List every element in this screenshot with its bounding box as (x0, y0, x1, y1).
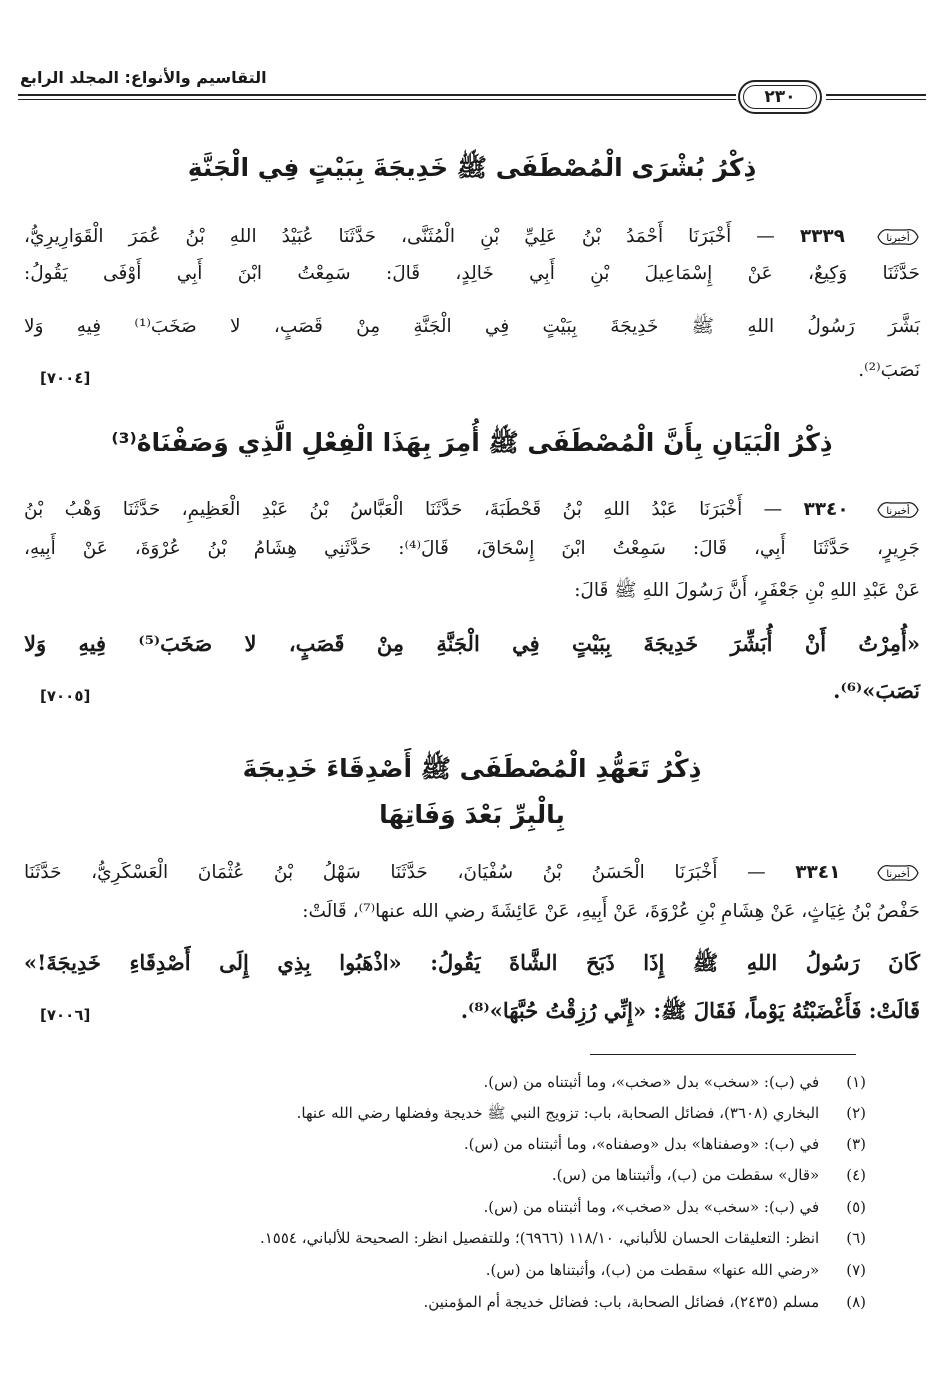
footnote-text: «قال» سقطت من (ب)، وأثبتناها من (س). (551, 1166, 820, 1184)
section-title: ذِكْرُ تَعَهُّدِ الْمُصْطَفَى ﷺ أَصْدِقَاءَ خَدِيجَةَ (242, 754, 702, 783)
header-rule (826, 99, 926, 100)
hadith-line: بَشَّرَ رَسُولُ اللهِ ﷺ خَدِيجَةَ بِبَيْتٍ فِي الْجَنَّةِ مِنْ قَصَبٍ، لا صَخَبَ⁽¹⁾ فِيهِ وَلا (24, 316, 920, 337)
hadith-line: عَنْ عَبْدِ اللهِ بْنِ جَعْفَرٍ، أَنَّ رَسُولَ اللهِ ﷺ قَالَ: (574, 580, 920, 601)
hadith-reference: [٧٠٠٤] (40, 369, 91, 387)
footnote-separator (590, 1054, 856, 1055)
footnote-number: (٧) (846, 1261, 866, 1279)
running-title: التقاسيم والأنواع: المجلد الرابع (20, 68, 267, 87)
footnote-text: انظر: التعليقات الحسان للألباني، ١١٨/١٠ (٦٩٦٦)؛ وللتفصيل انظر: الصحيحة للألباني، ١٥٥٤. (259, 1229, 820, 1247)
footnote (40, 1104, 866, 1126)
header-rule (18, 94, 736, 96)
footnote-number: (٨) (846, 1293, 866, 1311)
hadith-line (24, 226, 920, 248)
hadith-matn-line: قَالَتْ: فَأَغْضَبْتُهُ يَوْماً، فَقَالَ ﷺ: «إِنِّي رُزِقْتُ حُبَّهَا»⁽⁸⁾. (460, 998, 920, 1023)
page-number: ٢٣٠ (764, 87, 796, 107)
footnote-number: (١) (846, 1073, 866, 1091)
svg-text:أخبرنا: أخبرنا (886, 506, 910, 517)
hadith-reference: [٧٠٠٥] (40, 687, 91, 705)
hadith-matn-line: «أُمِرْتُ أَنْ أُبَشِّرَ خَدِيجَةَ بِبَيْتٍ فِي الْجَنَّةِ مِنْ قَصَبٍ، لا صَخَبَ⁽⁵⁾ فِيهِ وَلا (24, 631, 920, 656)
footnote-number: (٢) (846, 1104, 866, 1122)
akhbarana-badge-icon (876, 226, 920, 248)
hadith-number: ٣٣٣٩ (799, 226, 845, 247)
hadith-text: — أَخْبَرَنَا عَبْدُ اللهِ بْنُ قَحْطَبَةَ، حَدَّثَنَا الْعَبَّاسُ بْنُ عَبْدِ الْعَظِيمِ، حَدَّثَنَا وَهْبُ بْنُ (24, 499, 783, 520)
footnote-text: في (ب): «وصفناها» بدل «وصفناه»، وما أثبتناه من (س). (463, 1135, 820, 1153)
footnote (40, 1073, 866, 1091)
footnote (40, 1261, 866, 1279)
hadith-line (24, 499, 920, 521)
hadith-line: نَصَبَ⁽²⁾. (858, 360, 920, 381)
footnote-number: (٥) (846, 1198, 866, 1216)
section-title-line2: بِالْبِرِّ بَعْدَ وَفَاتِهَا (379, 800, 565, 829)
footnote-number: (٦) (846, 1229, 866, 1247)
header-rule (18, 99, 736, 100)
hadith-line (24, 862, 920, 884)
footnote-number: (٣) (846, 1135, 866, 1153)
section-title: ذِكْرُ الْبَيَانِ بِأَنَّ الْمُصْطَفَى ﷺ أُمِرَ بِهَذَا الْفِعْلِ الَّذِي وَصَفْنَاهُ⁽³⁾ (111, 428, 833, 457)
header-rule (826, 94, 926, 96)
akhbarana-badge-icon (876, 862, 920, 884)
hadith-line: جَرِيرٍ، حَدَّثَنَا أَبِي، قَالَ: سَمِعْتُ ابْنَ إِسْحَاقَ، قَالَ⁽⁴⁾: حَدَّثَنِي هِشَامُ بْنُ عُرْوَةَ، عَنْ أَبِيهِ، (24, 538, 920, 559)
hadith-line: حَدَّثَنَا وَكِيعٌ، عَنْ إِسْمَاعِيلَ بْنِ أَبِي خَالِدٍ، قَالَ: سَمِعْتُ ابْنَ أَبِي أَوْفَى يَقُولُ: (24, 263, 920, 284)
svg-text:أخبرنا: أخبرنا (886, 233, 910, 244)
hadith-number: ٣٣٤١ (795, 862, 841, 883)
akhbarana-badge-icon (876, 499, 920, 521)
footnote (40, 1135, 866, 1153)
hadith-matn-line: كَانَ رَسُولُ اللهِ ﷺ إِذَا ذَبَحَ الشَّاةَ يَقُولُ: «اذْهَبُوا بِذِي إِلَى أَصْدِقَاءِ خَدِيجَةَ!» (24, 950, 920, 975)
page-number-frame (738, 80, 822, 114)
hadith-line: حَفْصُ بْنُ غِيَاثٍ، عَنْ هِشَامِ بْنِ عُرْوَةَ، عَنْ أَبِيهِ، عَنْ عَائِشَةَ رضي الله عنها⁽⁷⁾، قَالَتْ: (302, 901, 920, 922)
section-title: ذِكْرُ بُشْرَى الْمُصْطَفَى ﷺ خَدِيجَةَ بِبَيْتٍ فِي الْجَنَّةِ (187, 153, 757, 182)
hadith-matn-line: نَصَبَ»⁽⁶⁾. (833, 678, 920, 703)
footnote (40, 1293, 866, 1311)
footnote-text: في (ب): «سخب» بدل «صخب»، وما أثبتناه من (س). (483, 1198, 820, 1216)
footnote (40, 1229, 866, 1247)
footnote-text: البخاري (٣٦٠٨)، فضائل الصحابة، باب: تزويج النبي ﷺ خديجة وفضلها رضي الله عنها. (296, 1104, 820, 1122)
svg-text:أخبرنا: أخبرنا (886, 869, 910, 880)
footnote-text: مسلم (٢٤٣٥)، فضائل الصحابة، باب: فضائل خديجة أم المؤمنين. (423, 1293, 820, 1311)
footnote-text: «رضي الله عنها» سقطت من (ب)، وأثبتناها من (س). (485, 1261, 820, 1279)
hadith-text: — أَخْبَرَنَا الْحَسَنُ بْنُ سُفْيَانَ، حَدَّثَنَا سَهْلُ بْنُ عُثْمَانَ الْعَسْكَرِيُّ، حَدَّثَنَا (24, 862, 766, 883)
footnote-number: (٤) (846, 1166, 866, 1184)
hadith-number: ٣٣٤٠ (803, 499, 849, 520)
footnote (40, 1166, 866, 1184)
hadith-text: — أَخْبَرَنَا أَحْمَدُ بْنُ عَلِيِّ بْنِ الْمُثَنَّى، حَدَّثَنَا عُبَيْدُ اللهِ بْنُ عُمَرَ الْقَوَارِيرِيُّ، (24, 226, 775, 247)
hadith-reference: [٧٠٠٦] (40, 1006, 91, 1024)
footnote-text: في (ب): «سخب» بدل «صخب»، وما أثبتناه من (س). (483, 1073, 820, 1091)
footnote (40, 1198, 866, 1216)
